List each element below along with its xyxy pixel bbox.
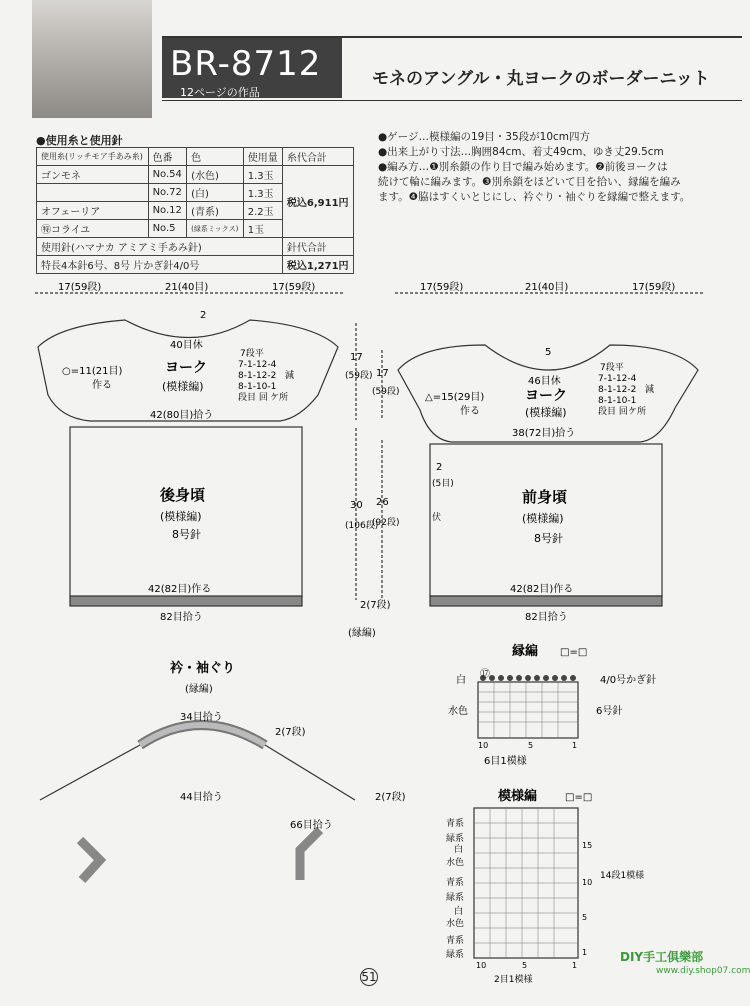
yarn-cell: オフェーリア <box>37 202 149 220</box>
col-amount: 使用量 <box>243 148 282 166</box>
border-axis-1: 1 <box>572 741 578 750</box>
site-url: www.diy.shop07.com <box>656 966 750 976</box>
border-chart-white: 白 <box>456 675 466 686</box>
amount-cell: 1玉 <box>243 220 282 238</box>
right-shoulder-line <box>265 745 355 800</box>
col-yarn: 使用糸(リッチモア手あみ糸) <box>37 148 149 166</box>
back-body-title: 後身頃 <box>160 486 206 504</box>
pattern-axis-5: 5 <box>522 961 528 970</box>
pattern-axis-5r: 5 <box>582 913 588 922</box>
border-axis-10: 10 <box>478 741 489 750</box>
pattern-row-label: 青系 <box>446 878 465 888</box>
amount-cell: 2.2玉 <box>243 202 282 220</box>
front-dim-right: 17(59段) <box>632 282 676 293</box>
pattern-axis-1r: 1 <box>582 948 588 957</box>
col-total: 糸代合計 <box>282 148 353 166</box>
front-body-needle: 8号針 <box>534 532 563 545</box>
needle-list: 特長4本針6号、8号 片かぎ針4/0号 <box>37 256 283 274</box>
back-neck-width: 40目休 <box>170 340 203 351</box>
front-body-height: 26 <box>376 497 389 508</box>
needle-total-label: 針代合計 <box>282 238 353 256</box>
front-yoke-pattern: (模様編) <box>525 406 567 419</box>
front-side-bind-stitches: (5目) <box>432 479 454 489</box>
border-chart-title: 縁編 <box>512 644 539 659</box>
pattern-axis-15: 15 <box>582 841 593 850</box>
number-cell: No.12 <box>148 202 187 220</box>
front-dec-2: 7-1-12-4 <box>598 374 637 384</box>
back-hem-make: 42(82目)作る <box>148 584 212 595</box>
front-dec-7: ケ所 <box>628 407 647 417</box>
collar-top-rows: 2(7段) <box>275 727 306 738</box>
site-logo: DIY手工俱樂部 <box>620 950 704 964</box>
front-side-bind-off: 伏 <box>432 513 442 523</box>
number-cell: No.54 <box>148 166 187 184</box>
neck-border-inner <box>140 725 265 745</box>
yarn-cell: ゴンモネ <box>37 166 149 184</box>
back-dim-mid: 21(40目) <box>165 282 209 293</box>
front-body-pattern: (模様編) <box>522 512 564 525</box>
number-cell: No.72 <box>148 184 187 202</box>
front-yoke-pickup: 38(72目)拾う <box>512 428 576 439</box>
front-dec-5: 段目 回 <box>598 407 628 417</box>
yarn-cell: ㊕コライユ <box>37 220 149 238</box>
color-cell: (水色) <box>187 166 244 184</box>
border-chart-marker: ⑰ <box>480 669 490 680</box>
pattern-row-label: 緑系 <box>446 834 465 844</box>
page-number: 51 <box>361 970 377 984</box>
pattern-row-label: 水色 <box>446 919 465 929</box>
amount-cell: 1.3玉 <box>243 166 282 184</box>
back-neck-rise: 2 <box>200 310 207 321</box>
front-dim-left: 17(59段) <box>420 282 464 293</box>
back-dec-3: 8-1-12-2 <box>238 371 277 381</box>
armhole-pick: 66目拾う <box>290 820 333 831</box>
front-neck-drop: 5 <box>545 347 552 358</box>
border-axis-5: 5 <box>528 741 534 750</box>
gauge-text: ●ゲージ…模様編の19目・35段が10cm四方 <box>378 131 591 143</box>
back-yoke-height: 17 <box>350 352 363 363</box>
collar-bottom-pick: 44目拾う <box>180 792 223 803</box>
needle-total: 税込1,271円 <box>282 256 353 274</box>
pattern-row-label: 青系 <box>446 819 465 829</box>
size-text: ●出来上がり寸法…胸囲84cm、着丈49cm、ゆき丈29.5cm <box>378 146 664 158</box>
back-dec-1: 7段平 <box>240 349 264 359</box>
pattern-row-label: 白 <box>454 845 464 855</box>
border-chart-needle: 6号針 <box>596 706 623 717</box>
pattern-axis-1: 1 <box>572 961 578 970</box>
method-text-1: ●編み方…❶別糸鎖の作り目で編み始めます。❷前後ヨークは <box>378 161 668 173</box>
number-cell: No.5 <box>148 220 187 238</box>
left-shoulder-line <box>40 745 140 800</box>
back-yoke-pickup: 42(80目)拾う <box>150 410 214 421</box>
needle-label: 使用針(ハマナカ アミアミ手あみ針) <box>37 238 283 256</box>
front-body-rows: (92段) <box>372 518 400 528</box>
materials-heading: ●使用糸と使用針 <box>36 134 123 147</box>
front-side-make: 作る <box>460 406 480 417</box>
front-side-mark: △=15(29目) <box>425 392 485 403</box>
amount-cell: 1.3玉 <box>243 184 282 202</box>
pattern-row-label: 白 <box>454 907 464 917</box>
front-yoke-title: ヨーク <box>525 388 567 404</box>
pattern-row-label: 緑系 <box>446 893 465 903</box>
col-number: 色番 <box>148 148 187 166</box>
model-number: BR-8712 <box>170 44 322 84</box>
border-chart-hook: 4/0号かぎ針 <box>600 675 657 686</box>
back-dec-2: 7-1-12-4 <box>238 360 277 370</box>
color-cell: (青系) <box>187 202 244 220</box>
front-hem-band <box>430 596 662 606</box>
back-hem-band <box>70 596 302 606</box>
front-side-bind: 2 <box>436 462 443 473</box>
yarn-total: 税込6,911円 <box>282 166 353 238</box>
back-dec-6: 減 <box>285 371 295 381</box>
back-dec-4: 8-1-10-1 <box>238 382 277 392</box>
method-text-2: 続けて輪に編みます。❸別糸鎖をほどいて目を拾い、縁編を編み <box>378 176 681 188</box>
front-neck-width: 46目休 <box>528 376 561 387</box>
pattern-headline: モネのアングル・丸ヨークのボーダーニット <box>372 69 710 89</box>
model-subtitle: 12ページの作品 <box>180 86 260 99</box>
chart-gridlines <box>474 682 578 958</box>
back-body-rows: (106段) <box>345 521 379 531</box>
front-body-title: 前身頃 <box>522 488 568 506</box>
method-text-3: ます。❹脇はすくいとじにし、衿ぐり・袖ぐりを縁編で整えます。 <box>378 191 691 203</box>
front-yoke-height: 17 <box>376 368 389 379</box>
front-dec-4: 8-1-10-1 <box>598 396 637 406</box>
back-body-needle: 8号針 <box>172 528 201 541</box>
border-chart-legend: □=□ <box>560 647 588 658</box>
collar-top-pick: 34目拾う <box>180 712 223 723</box>
front-hem-pick: 82目拾う <box>525 612 568 623</box>
collar-subtitle: (縁編) <box>185 684 213 695</box>
back-side-make: 作る <box>92 380 112 391</box>
back-body-pattern: (模様編) <box>160 510 202 523</box>
collar-title: 衿・袖ぐり <box>170 661 236 676</box>
back-body-height: 30 <box>350 500 363 511</box>
front-border-name: (縁編) <box>348 628 376 639</box>
back-dec-7: ケ所 <box>270 393 289 403</box>
color-cell: (緑系ミックス) <box>187 220 244 238</box>
border-chart-repeat: 6目1模様 <box>484 756 527 767</box>
back-dec-5: 段目 回 <box>238 393 268 403</box>
col-color: 色 <box>187 148 244 166</box>
back-hem-pick: 82目拾う <box>160 612 203 623</box>
pattern-axis-10r: 10 <box>582 878 593 887</box>
pattern-row-label: 緑系 <box>446 950 465 960</box>
border-chart-stitch-row <box>480 675 576 681</box>
border-chart-grid <box>478 682 578 738</box>
front-dec-6: 減 <box>645 385 655 395</box>
front-yoke-rows: (59段) <box>372 387 400 397</box>
back-yoke-title: ヨーク <box>165 360 207 376</box>
pattern-axis-10: 10 <box>476 961 487 970</box>
front-dec-1: 7段平 <box>600 363 624 373</box>
back-dim-right: 17(59段) <box>272 282 316 293</box>
back-yoke-rows: (59段) <box>345 371 373 381</box>
front-dim-mid: 21(40目) <box>525 282 569 293</box>
pattern-stitch-repeat: 2目1模様 <box>494 975 533 985</box>
color-cell: (白) <box>187 184 244 202</box>
front-border-height: 2(7段) <box>360 600 391 611</box>
pattern-row-repeat: 14段1模様 <box>600 871 645 881</box>
left-armhole-border <box>80 840 100 880</box>
back-yoke-pattern: (模様編) <box>162 380 204 393</box>
pattern-chart-legend: □=□ <box>565 792 593 803</box>
back-side-mark: ○=11(21目) <box>62 366 123 377</box>
right-armhole-border <box>300 830 320 880</box>
front-dec-3: 8-1-12-2 <box>598 385 637 395</box>
armhole-rows: 2(7段) <box>375 792 406 803</box>
back-dim-left: 17(59段) <box>58 282 102 293</box>
pattern-row-label: 水色 <box>446 858 465 868</box>
pattern-row-label: 青系 <box>446 936 465 946</box>
border-chart-blue: 水色 <box>448 706 468 717</box>
front-hem-make: 42(82目)作る <box>510 584 574 595</box>
pattern-chart-title: 模様編 <box>498 789 538 804</box>
